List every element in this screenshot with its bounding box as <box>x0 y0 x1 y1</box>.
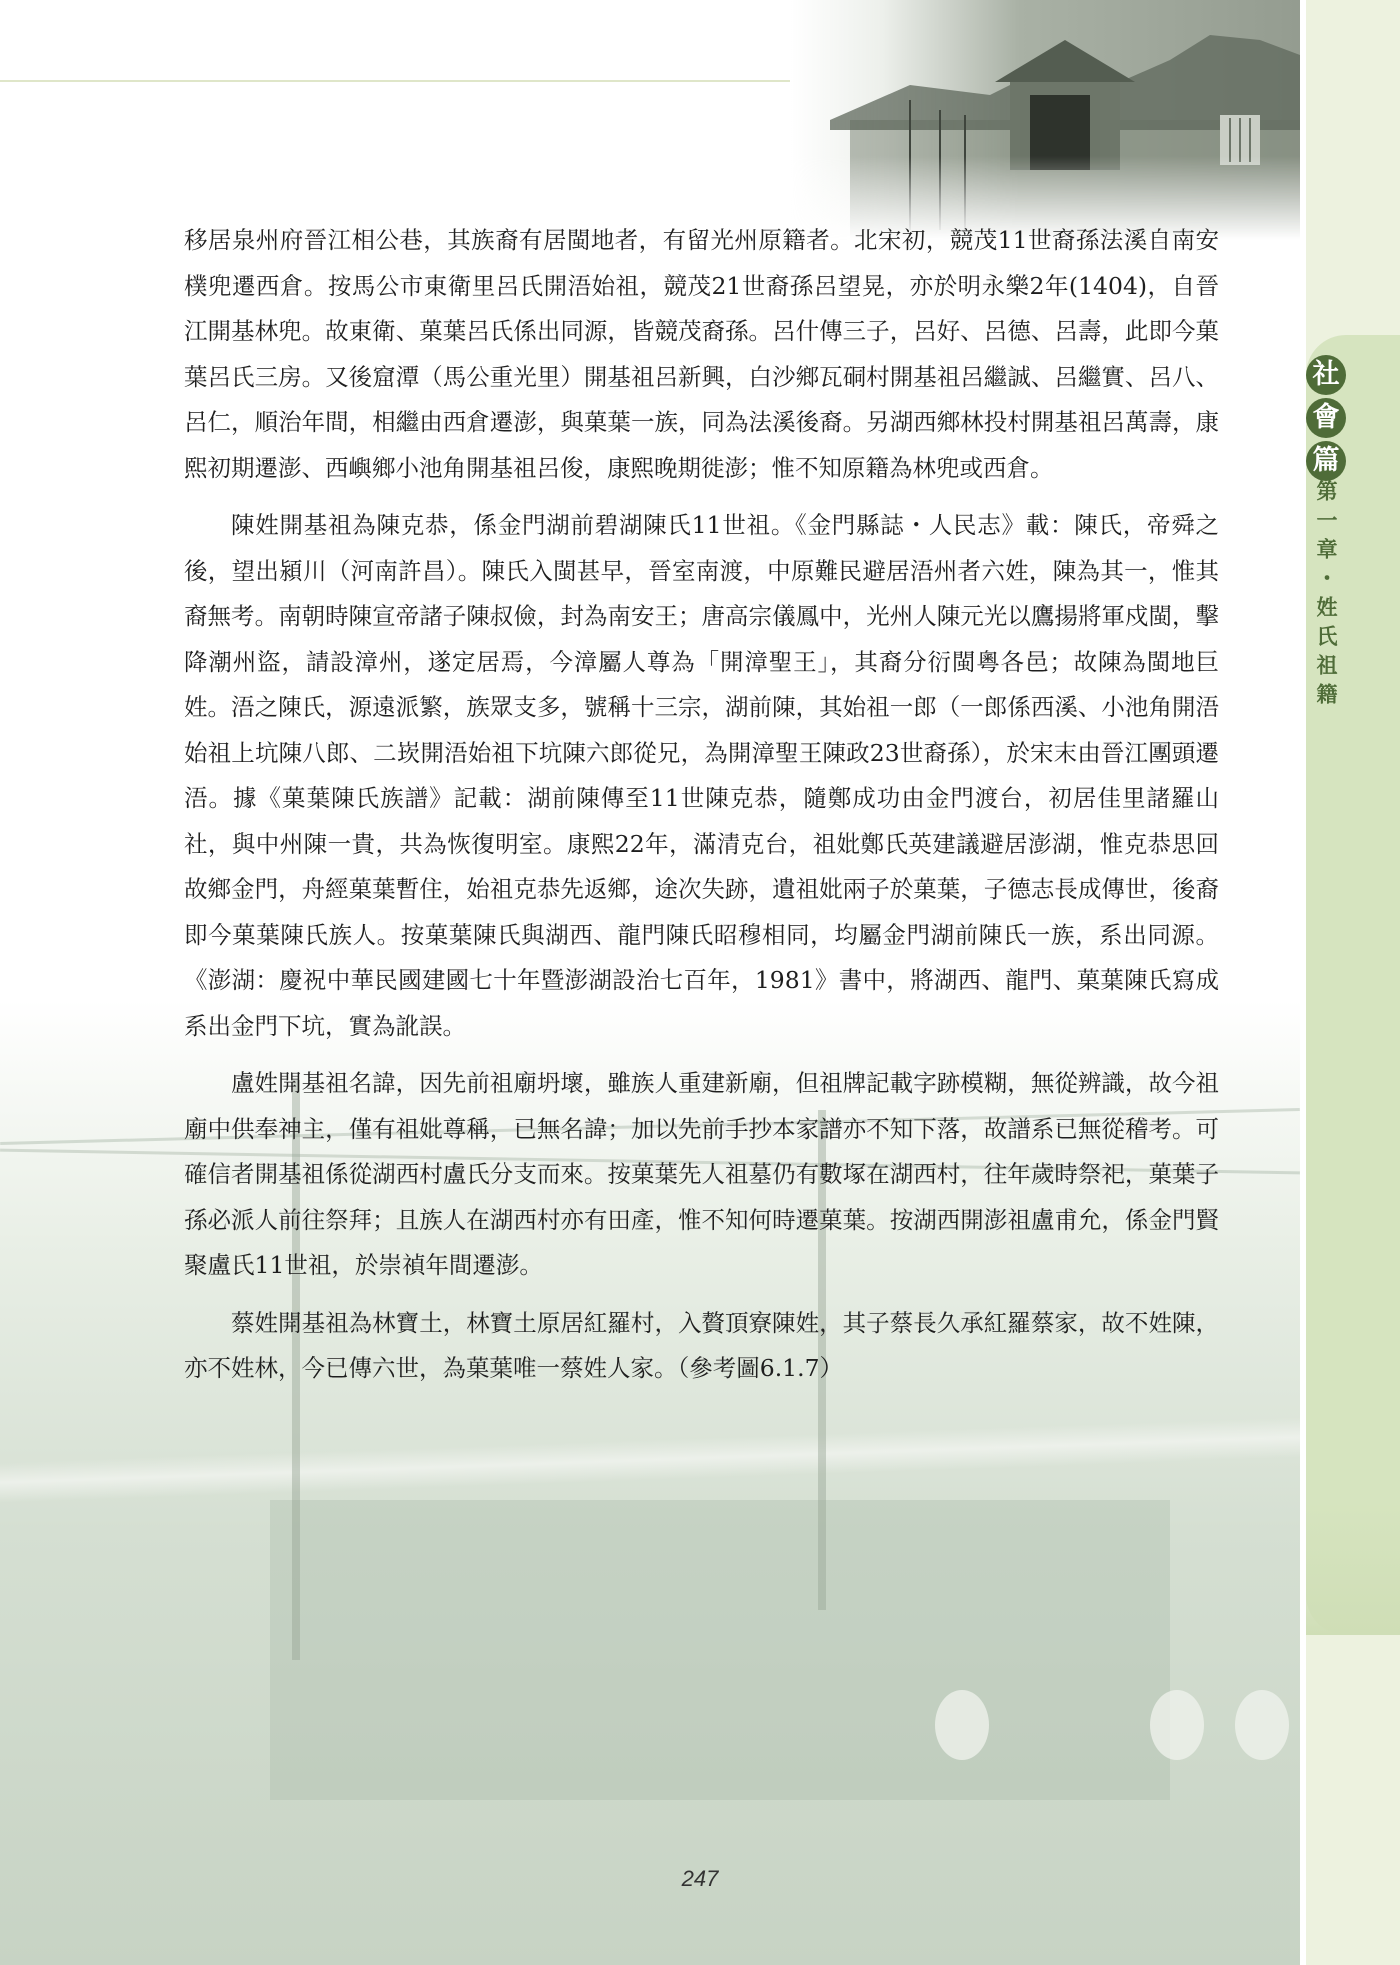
section-char: 篇 <box>1306 441 1346 481</box>
chapter-title: 第一章・姓氏祖籍 <box>1314 480 1339 712</box>
building-image <box>790 0 1300 240</box>
paragraph: 蔡姓開基祖為林寶土，林寶土原居紅羅村，入贅頂寮陳姓，其子蔡長久承紅羅蔡家，故不姓陳，亦不姓林，今已傳六世，為菓葉唯一蔡姓人家。（參考圖6.1.7） <box>184 1308 1219 1382</box>
section-char: 會 <box>1306 398 1346 438</box>
background-lantern-image <box>935 1690 989 1760</box>
header-building-photo <box>790 0 1300 240</box>
background-lantern-image <box>1150 1690 1204 1760</box>
article-body <box>184 218 1219 1392</box>
section-title <box>1306 355 1346 484</box>
paragraph: 移居泉州府晉江相公巷，其族裔有居閩地者，有留光州原籍者。北宋初，競茂11世裔孫法溪自南安樸兜遷西倉。按馬公市東衛里呂氏開浯始祖，競茂21世裔孫呂望晃，亦於明永樂2年(1404)，自晉江開基林兜。故東衛、菓葉呂氏係出同源，皆競茂裔孫。呂什傳三子，呂好、呂德、呂壽，此即今菓葉呂氏三房。又後窟潭（馬公重光里）開基祖呂新興，白沙鄉瓦硐村開基祖呂繼誠、呂繼實、呂八、呂仁，順治年間，相繼由西倉遷澎，與菓葉一族，同為法溪後裔。另湖西鄉林投村開基祖呂萬壽，康熙初期遷澎、西嶼鄉小池角開基祖呂俊，康熙晚期徙澎；惟不知原籍為林兜或西倉。 <box>184 226 1219 482</box>
paragraph: 盧姓開基祖名諱，因先前祖廟坍壞，雖族人重建新廟，但祖牌記載字跡模糊，無從辨識，故今祖廟中供奉神主，僅有祖妣尊稱，已無名諱；加以先前手抄本家譜亦不知下落，故譜系已無從稽考。可確信者開基祖係從湖西村盧氏分支而來。按菓葉先人祖墓仍有數塚在湖西村，往年歲時祭祀，菓葉子孫必派人前往祭拜；且族人在湖西村亦有田產，惟不知何時遷菓葉。按湖西開澎祖盧甫允，係金門賢聚盧氏11世祖，於崇禎年間遷澎。 <box>184 1069 1219 1279</box>
background-lantern-image <box>1235 1690 1289 1760</box>
header-rule <box>0 80 795 82</box>
page-number: 247 <box>681 1866 719 1891</box>
paragraph: 陳姓開基祖為陳克恭，係金門湖前碧湖陳氏11世祖。《金門縣誌・人民志》載：陳氏，帝舜之後，望出潁川（河南許昌）。陳氏入閩甚早，晉室南渡，中原難民避居浯州者六姓，陳為其一，惟其裔無考。南朝時陳宣帝諸子陳叔儉，封為南安王；唐高宗儀鳳中，光州人陳元光以鷹揚將軍戍閩，擊降潮州盜，請設漳州，遂定居焉，今漳屬人尊為「開漳聖王」，其裔分衍閩粵各邑；故陳為閩地巨姓。浯之陳氏，源遠派繁，族眾支多，號稱十三宗，湖前陳，其始祖一郎（一郎係西溪、小池角開浯始祖上坑陳八郎、二崁開浯始祖下坑陳六郎從兄，為開漳聖王陳政23世裔孫），於宋末由晉江團頭遷浯。據《菓葉陳氏族譜》記載：湖前陳傳至11世陳克恭，隨鄭成功由金門渡台，初居佳里諸羅山社，與中州陳一貴，共為恢復明室。康熙22年，滿清克台，祖妣鄭氏英建議避居澎湖，惟克恭思回故鄉金門，舟經菓葉暫住，始祖克恭先返鄉，途次失跡，遺祖妣兩子於菓葉，子德志長成傳世，後裔即今菓葉陳氏族人。按菓葉陳氏與湖西、龍門陳氏昭穆相同，均屬金門湖前陳氏一族，系出同源。《澎湖：慶祝中華民國建國七十年暨澎湖設治七百年，1981》書中，將湖西、龍門、菓葉陳氏寫成系出金門下坑，實為訛誤。 <box>184 511 1219 1040</box>
section-char: 社 <box>1306 355 1346 395</box>
chapter-tab-fade <box>1306 1500 1400 1635</box>
background-house-image <box>270 1500 1170 1800</box>
